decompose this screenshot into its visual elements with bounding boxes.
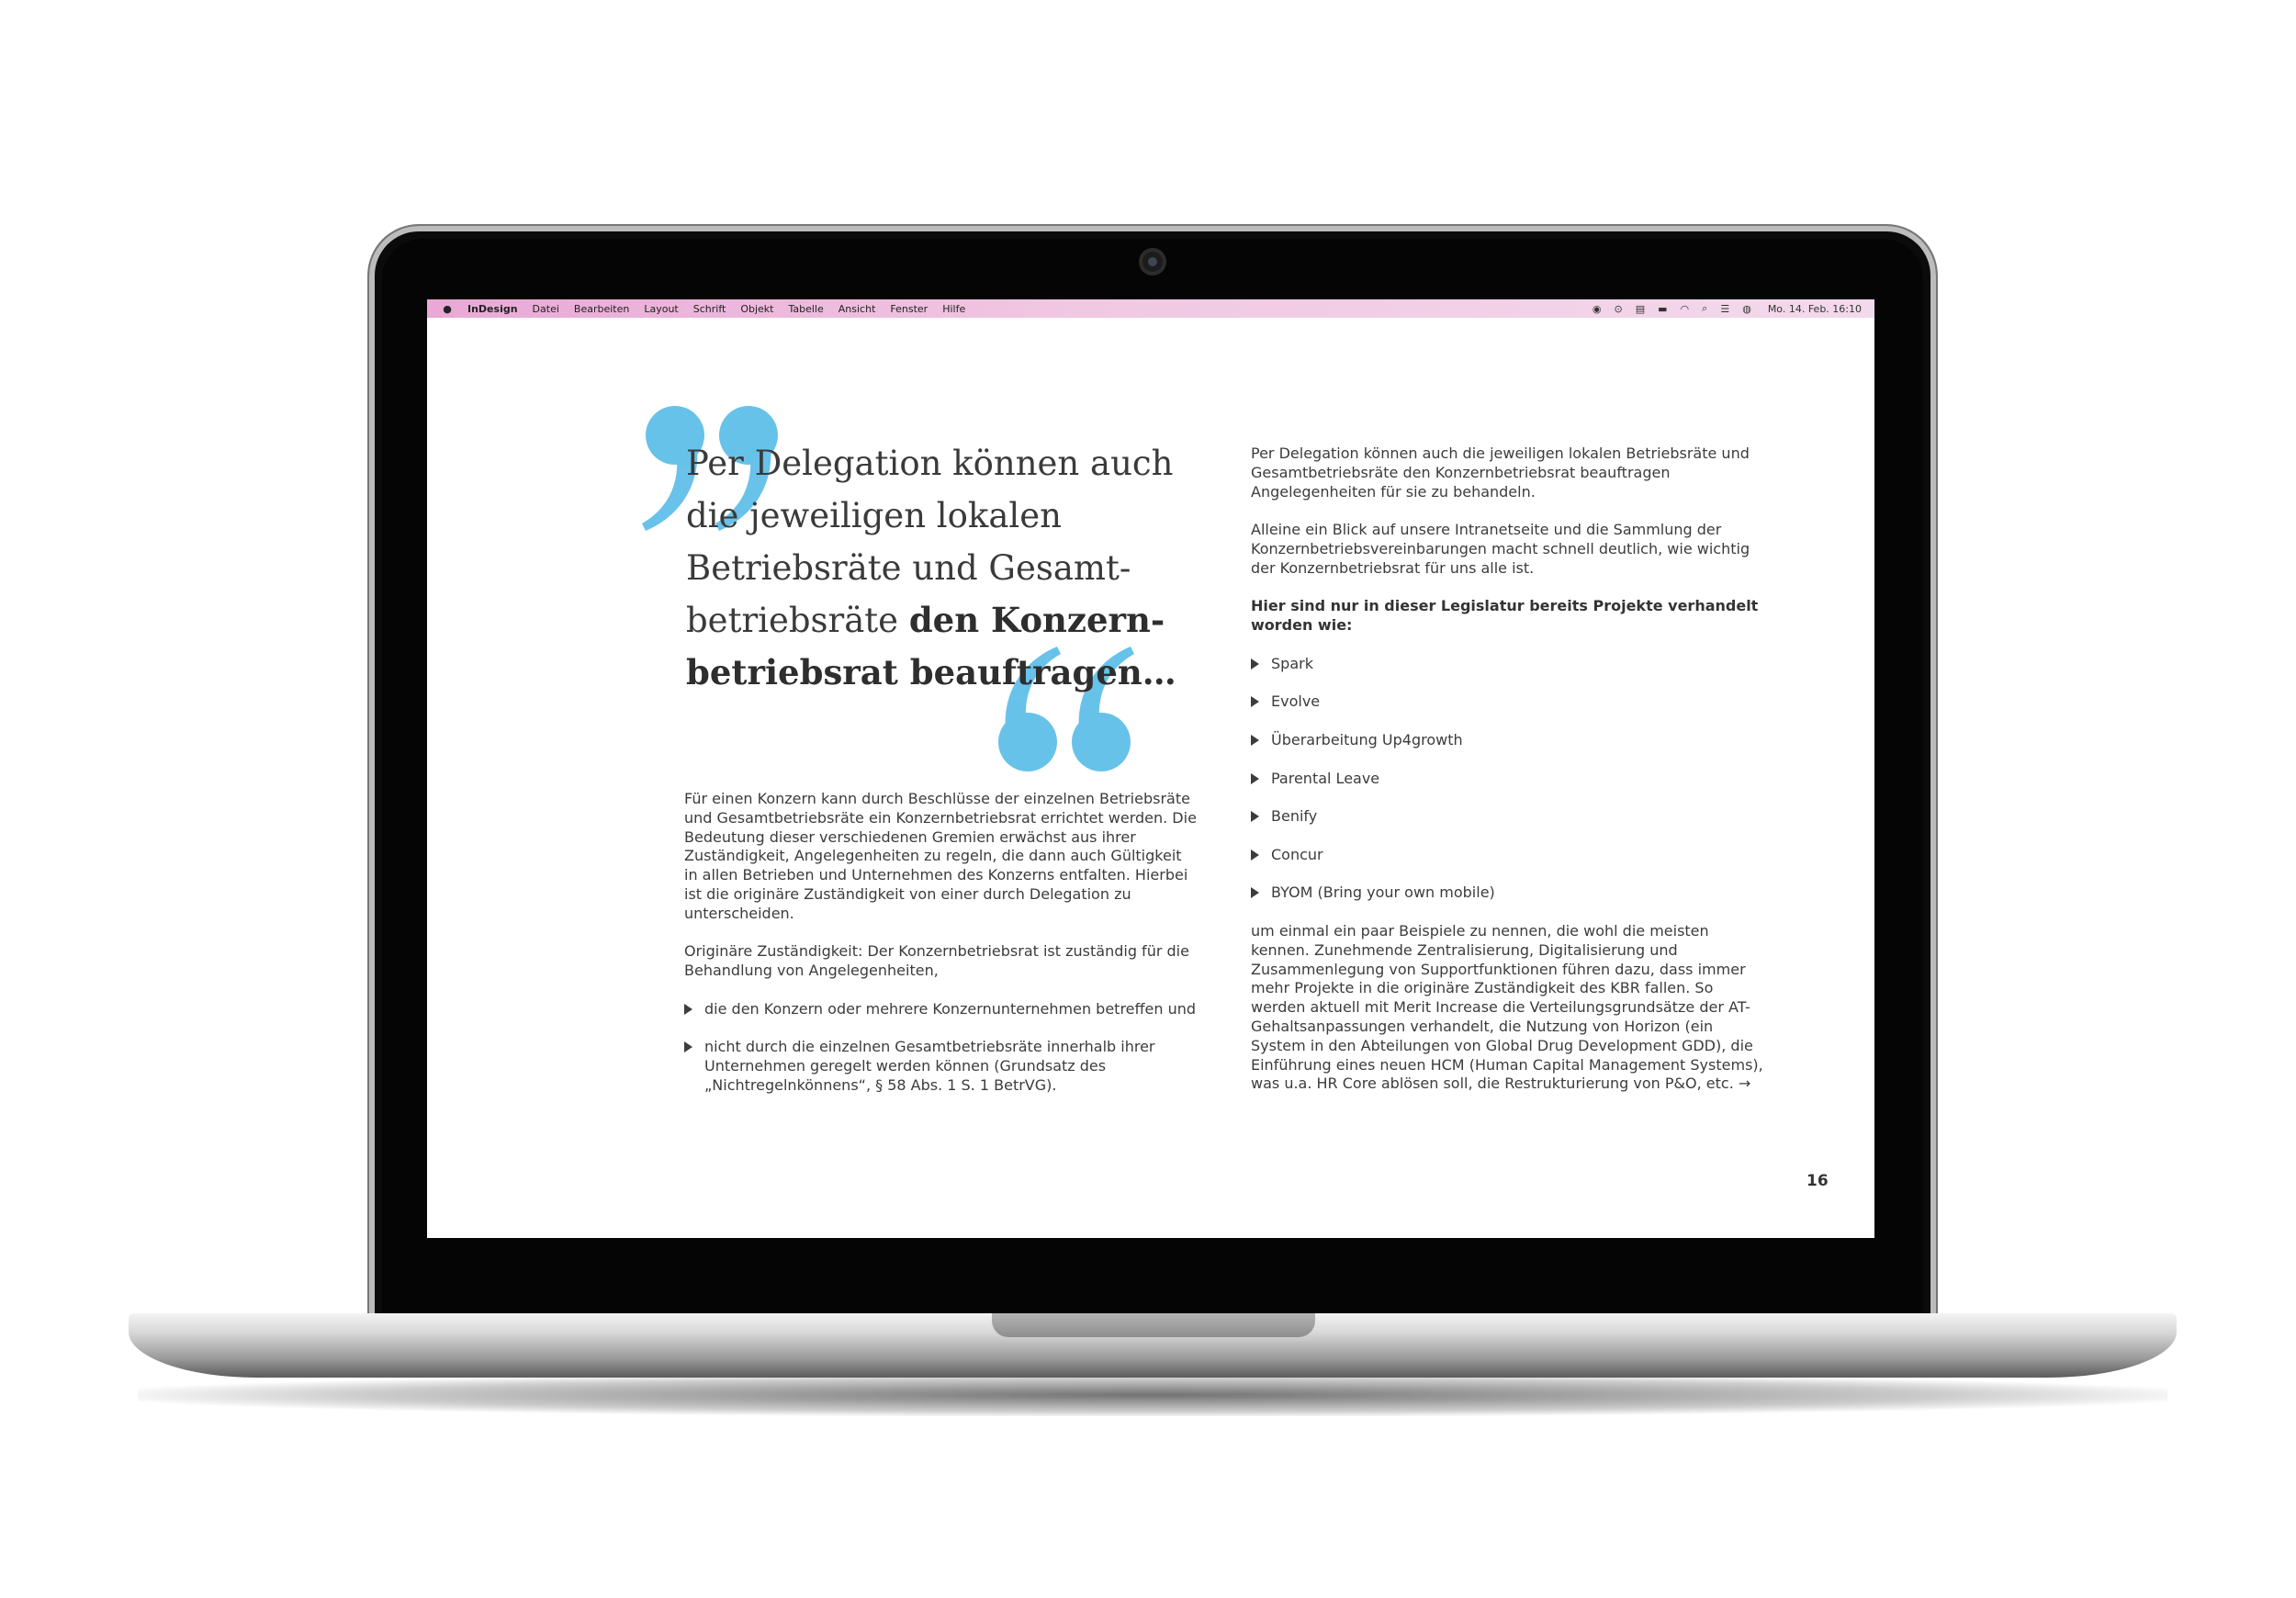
bullet-arrow-icon: [1251, 773, 1259, 784]
list-item-text: die den Konzern oder mehrere Konzernunternehmen betreffen und: [704, 999, 1197, 1018]
menu-datei[interactable]: Datei: [532, 302, 559, 315]
project-label: Benify: [1271, 807, 1318, 826]
right-bold-paragraph: Hier sind nur in dieser Legislatur bereits Projekte verhandelt worden wie:: [1251, 597, 1759, 635]
play-icon[interactable]: ⊙: [1614, 302, 1623, 315]
laptop-shadow: [138, 1374, 2167, 1416]
battery-icon[interactable]: ▬: [1658, 302, 1668, 315]
menu-tabelle[interactable]: Tabelle: [788, 302, 824, 315]
project-label: Spark: [1271, 654, 1313, 672]
bullet-arrow-icon: [684, 1041, 692, 1052]
project-item: [1251, 883, 1765, 903]
right-closing-paragraph: um einmal ein paar Beispiele zu nennen, die wohl die meisten kennen. Zunehmende Zentralisierung, Digitalisierung und Zusammenlegung von Supportfunktionen führen dazu, dass immer mehr Projekte in die originäre Zuständigkeit des KBR fallen. So werden aktuell mit Merit Increase die Verteilungsgrundsätze der AT-Gehaltsanpassungen verhandelt, die Nutzung von Horizon (ein System in den Abteilungen von Global Drug Development GDD), die Einführung eines neuen HCM (Human Capital Management Systems), was u.a. HR Core ablösen soll, die Restrukturierung von P&O, etc. →: [1251, 921, 1763, 1093]
right-paragraph-1: Per Delegation können auch die jeweiligen lokalen Betriebsräte und Gesamtbetriebsräte den Konzernbetriebsrat beauftragen Angelegenheiten für sie zu behandeln.: [1251, 445, 1750, 501]
list-item: [684, 1000, 1199, 1019]
control-center-icon[interactable]: ☰: [1720, 302, 1730, 315]
project-label: Parental Leave: [1271, 769, 1380, 787]
bullet-arrow-icon: [1251, 811, 1259, 822]
project-label: BYOM (Bring your own mobile): [1271, 883, 1495, 902]
laptop-notch: [992, 1313, 1315, 1337]
right-column: [1251, 445, 1765, 1113]
menu-app-name[interactable]: InDesign: [467, 302, 518, 315]
left-paragraph-2: Originäre Zuständigkeit: Der Konzernbetriebsrat ist zuständig für die Behandlung von Angelegenheiten,: [684, 942, 1189, 980]
menu-schrift[interactable]: Schrift: [692, 302, 726, 315]
project-item: [1251, 770, 1765, 789]
menu-fenster[interactable]: Fenster: [890, 302, 929, 315]
pull-quote-headline: [686, 437, 1182, 699]
search-icon[interactable]: ⌕: [1702, 302, 1708, 314]
page-number: 16: [1806, 1172, 1829, 1190]
menu-clock[interactable]: Mo. 14. Feb. 16:10: [1767, 302, 1862, 315]
menu-ansicht[interactable]: Ansicht: [838, 302, 876, 315]
creative-cloud-icon[interactable]: ◉: [1592, 302, 1602, 315]
menu-bearbeiten[interactable]: Bearbeiten: [573, 302, 630, 315]
project-item: [1251, 655, 1765, 674]
screen: [427, 299, 1874, 1238]
wifi-icon[interactable]: ◠: [1680, 302, 1690, 315]
bullet-arrow-icon: [684, 1004, 692, 1015]
headline-bold: den Konzernbetriebsrat beauftragen…: [686, 600, 1176, 692]
project-label: Überarbeitung Up4growth: [1271, 730, 1463, 748]
project-label: Evolve: [1271, 692, 1321, 711]
project-item: [1251, 846, 1765, 865]
menu-objekt[interactable]: Objekt: [740, 302, 774, 315]
keyboard-icon[interactable]: ▤: [1635, 302, 1646, 315]
list-item-text: nicht durch die einzelnen Gesamtbetriebsräte innerhalb ihrer Unternehmen geregelt werden können (Grundsatz des „Nichtregelnkönnens“, § 58 Abs. 1 S. 1 BetrVG).: [704, 1038, 1155, 1094]
right-paragraph-2: Alleine ein Blick auf unsere Intranetseite und die Sammlung der Konzernbetriebsvereinbarungen macht schnell deutlich, wie wichtig der Konzernbetriebsrat für uns alle ist.: [1251, 521, 1750, 577]
bullet-arrow-icon: [1251, 696, 1259, 707]
project-label: Concur: [1271, 845, 1323, 863]
siri-icon[interactable]: ◍: [1742, 302, 1751, 315]
left-column: [684, 790, 1199, 1115]
list-item: [684, 1038, 1199, 1095]
apple-menu-icon[interactable]: ●: [443, 302, 452, 315]
bullet-arrow-icon: [1251, 735, 1259, 746]
project-item: [1251, 807, 1765, 827]
webcam: [1142, 252, 1163, 272]
bullet-arrow-icon: [1251, 850, 1259, 861]
bullet-arrow-icon: [1251, 887, 1259, 898]
menu-hilfe[interactable]: Hilfe: [942, 302, 966, 315]
bullet-arrow-icon: [1251, 658, 1259, 670]
menu-bar: [427, 299, 1874, 318]
menu-layout[interactable]: Layout: [644, 302, 679, 315]
project-item: [1251, 692, 1765, 712]
left-paragraph-1: Für einen Konzern kann durch Beschlüsse der einzelnen Betriebsräte und Gesamtbetriebsräte ein Konzernbetriebsrat errichtet werden. Die Bedeutung dieser verschiedenen Gremien erwächst aus ihrer Zuständigkeit, Angelegenheiten zu regeln, die dann auch Gültigkeit in allen Betrieben und Unternehmen des Konzerns entfalten. Hierbei ist die originäre Zuständigkeit von einer durch Delegation zu unterscheiden.: [684, 790, 1197, 922]
project-item: [1251, 731, 1765, 750]
headline-regular: Per Delegation können auch die jeweiligen lokalen Betriebsräte und Gesamtbetriebsräte: [686, 444, 1174, 640]
